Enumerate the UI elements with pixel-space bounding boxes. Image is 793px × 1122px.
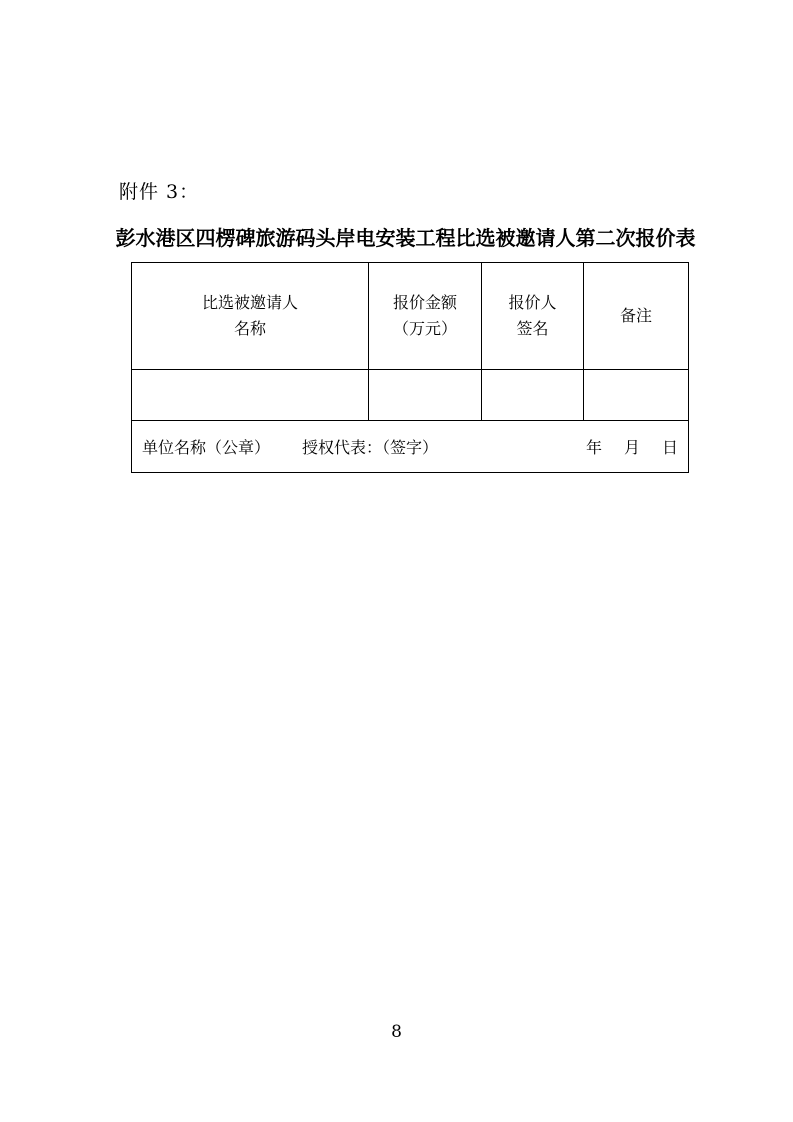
header-label: （万元） [392, 319, 457, 338]
entry-cell-quote-amount [369, 370, 482, 421]
table-footer-row [132, 421, 689, 473]
header-label: 报价金额 [392, 293, 457, 312]
header-label: 报价人 [508, 293, 557, 312]
quotation-table [131, 262, 689, 473]
header-label: 名称 [233, 319, 266, 338]
header-cell-quote-amount [369, 263, 482, 370]
date-labels [586, 435, 678, 458]
attachment-label: 附件 3： [119, 181, 200, 203]
unit-name-seal-label: 单位名称（公章） [142, 438, 271, 457]
month-label: 月 [623, 438, 640, 457]
entry-cell-signature [482, 370, 584, 421]
year-label: 年 [585, 438, 602, 457]
header-label: 签名 [516, 319, 549, 338]
entry-cell-bidder-name [132, 370, 369, 421]
header-cell-remarks [584, 263, 689, 370]
document-title: 彭水港区四楞碑旅游码头岸电安装工程比选被邀请人第二次报价表 [115, 226, 696, 250]
table-header-row [132, 263, 689, 370]
table-row [132, 370, 689, 421]
footer-cell [132, 421, 689, 473]
page-number: 8 [391, 1022, 402, 1042]
header-cell-signature [482, 263, 584, 370]
authorized-rep-signature-label: 授权代表：（签字） [302, 438, 439, 457]
header-label: 比选被邀请人 [201, 293, 298, 312]
header-label: 备注 [619, 306, 652, 325]
entry-cell-remarks [584, 370, 689, 421]
day-label: 日 [661, 438, 678, 457]
header-cell-bidder-name [132, 263, 369, 370]
